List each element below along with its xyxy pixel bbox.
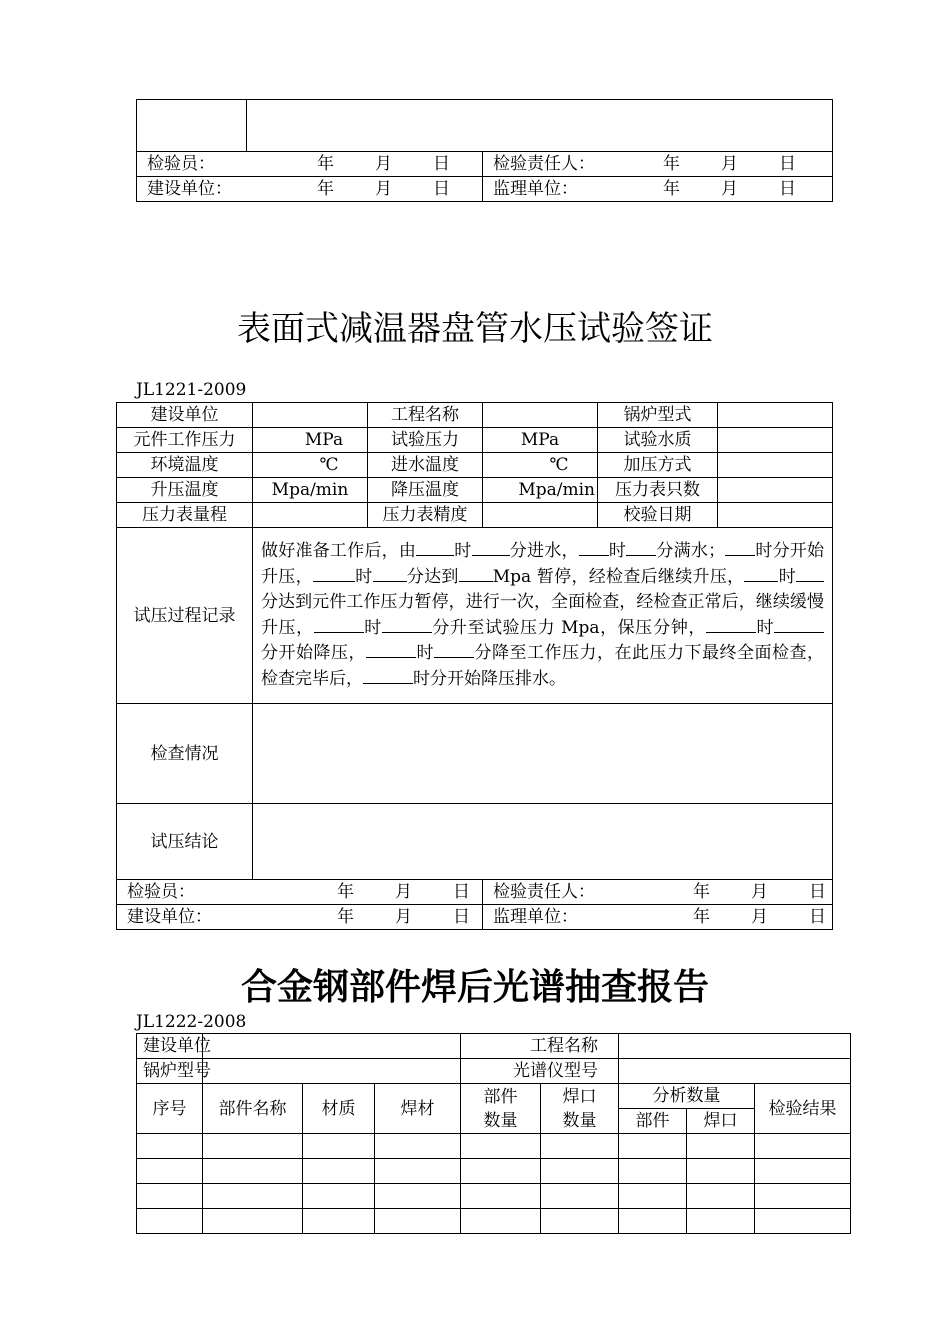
year-label: 年 (663, 179, 680, 199)
process-text: 时 (416, 643, 434, 663)
day-label: 日 (433, 154, 450, 174)
value-project (619, 1034, 851, 1059)
process-text: 时 (778, 566, 797, 587)
label-water-quality: 试验水质 (598, 428, 718, 453)
label-gauge-count: 压力表只数 (598, 478, 718, 503)
header-seq: 序号 (137, 1084, 203, 1134)
cell (755, 1159, 851, 1184)
cell (541, 1209, 619, 1234)
label-conclusion: 试压结论 (117, 804, 253, 880)
month-label: 月 (721, 179, 738, 199)
label-boiler-model: 锅炉型号 (137, 1059, 203, 1084)
month-label: 月 (751, 907, 768, 927)
cell (541, 1159, 619, 1184)
cell (203, 1159, 303, 1184)
cell (137, 1134, 203, 1159)
builder-label: 建设单位： (127, 907, 212, 927)
cell (461, 1134, 541, 1159)
header-part-count (461, 1084, 541, 1134)
year-label: 年 (693, 882, 710, 902)
value-calibration-date (718, 503, 833, 528)
blank-line (626, 539, 656, 556)
blank-line (796, 565, 824, 582)
process-text: 时 (454, 541, 472, 561)
label-spectrometer: 光谱仪型号 (461, 1059, 619, 1084)
value-gauge-range (253, 503, 368, 528)
label-drop-rate: 降压温度 (368, 478, 483, 503)
supervisor-label: 监理单位： (493, 179, 578, 199)
chief-cell (483, 152, 833, 177)
day-label: 日 (809, 907, 826, 927)
cell (619, 1134, 687, 1159)
header-weld-count-line2: 数量 (562, 1110, 597, 1131)
header-filler: 焊材 (375, 1084, 461, 1134)
doc1-chief-cell (483, 880, 833, 905)
month-label: 月 (395, 882, 412, 902)
process-text: 分满水； (656, 541, 726, 561)
value-rise-rate: Mpa/min (253, 478, 368, 503)
header-analysis: 分析数量 (619, 1084, 755, 1109)
year-label: 年 (337, 882, 354, 902)
header-part-name: 部件名称 (203, 1084, 303, 1134)
process-text: 分升至试验压力 Mpa，保压 (431, 617, 653, 638)
process-text: 时 (354, 566, 373, 587)
cell (687, 1159, 755, 1184)
cell (687, 1184, 755, 1209)
cell (687, 1134, 755, 1159)
blank-line (373, 565, 407, 582)
process-text: 时 (608, 541, 627, 561)
blank-line (725, 539, 755, 556)
conclusion-value (253, 804, 833, 880)
blank-line (579, 539, 609, 556)
cell (303, 1209, 375, 1234)
doc1-inspector-cell (117, 880, 483, 905)
cell (137, 1184, 203, 1209)
value-water-quality (718, 428, 833, 453)
top-signature-table (136, 99, 833, 202)
day-label: 日 (453, 882, 470, 902)
label-inlet-temp: 进水温度 (368, 453, 483, 478)
cell (619, 1209, 687, 1234)
header-material: 材质 (303, 1084, 375, 1134)
label-boiler-type: 锅炉型式 (598, 403, 718, 428)
month-label: 月 (375, 179, 392, 199)
year-label: 年 (317, 154, 334, 174)
process-text: 分钟， (652, 617, 706, 638)
value-gauge-accuracy (483, 503, 598, 528)
header-part-count-line2: 数量 (483, 1110, 518, 1131)
inspector-label: 检验员： (127, 882, 195, 902)
doc2-table (136, 1033, 851, 1234)
day-label: 日 (779, 179, 796, 199)
doc2-title: 合金钢部件焊后光谱抽查报告 (240, 967, 709, 1008)
builder-cell (137, 177, 483, 202)
label-builder: 建设单位 (137, 1034, 203, 1059)
value-builder (253, 403, 368, 428)
year-label: 年 (317, 179, 334, 199)
doc1-table (116, 402, 833, 930)
header-weld-count (541, 1084, 619, 1134)
blank-line (416, 539, 454, 556)
cell (375, 1184, 461, 1209)
cell (203, 1209, 303, 1234)
blank-line (706, 616, 756, 633)
cell (375, 1159, 461, 1184)
cell (375, 1209, 461, 1234)
blank-line (382, 616, 432, 633)
month-label: 月 (751, 882, 768, 902)
header-weld-count-line1: 焊口 (562, 1086, 597, 1107)
header-analysis-part: 部件 (619, 1109, 687, 1134)
value-ambient-temp: ℃ (253, 453, 368, 478)
label-inspection: 检查情况 (117, 704, 253, 804)
doc1-title: 表面式减温器盘管水压试验签证 (237, 309, 713, 349)
value-press-method (718, 453, 833, 478)
label-calibration-date: 校验日期 (598, 503, 718, 528)
process-text: 分达到元件工作压力暂停，进行一次，全面检查，经检查正常后，继续缓慢升压， (261, 592, 824, 638)
value-boiler-type (718, 403, 833, 428)
blank-line (434, 641, 474, 658)
blank-line (459, 565, 493, 582)
value-spectrometer (619, 1059, 851, 1084)
process-text: 时分开始降压排水。 (413, 668, 566, 689)
value-boiler-model (203, 1059, 461, 1084)
doc1-code: JL1221-2009 (136, 380, 247, 400)
empty-cell (247, 100, 833, 152)
table-row (137, 1134, 851, 1159)
blank-line (313, 565, 355, 582)
process-record-text (253, 528, 833, 704)
label-project: 工程名称 (461, 1034, 619, 1059)
doc2-code: JL1222-2008 (136, 1012, 247, 1032)
cell (461, 1184, 541, 1209)
cell (619, 1184, 687, 1209)
blank-line (774, 616, 824, 633)
value-test-pressure: MPa (483, 428, 598, 453)
label-project: 工程名称 (368, 403, 483, 428)
process-text: 分进水， (509, 541, 579, 561)
header-analysis-weld: 焊口 (687, 1109, 755, 1134)
cell (541, 1184, 619, 1209)
cell (203, 1184, 303, 1209)
year-label: 年 (693, 907, 710, 927)
value-gauge-count (718, 478, 833, 503)
process-text: 分降至工作压力，在此压力下最终全面检查，检查完毕后， (261, 643, 824, 689)
label-press-method: 加压方式 (598, 453, 718, 478)
cell (461, 1209, 541, 1234)
header-result: 检验结果 (755, 1084, 851, 1134)
year-label: 年 (337, 907, 354, 927)
month-label: 月 (721, 154, 738, 174)
day-label: 日 (809, 882, 826, 902)
blank-line (363, 667, 413, 684)
blank-line (314, 616, 364, 633)
cell (203, 1134, 303, 1159)
label-rise-rate: 升压温度 (117, 478, 253, 503)
supervisor-cell (483, 177, 833, 202)
table-row (137, 1184, 851, 1209)
cell (619, 1159, 687, 1184)
value-builder (203, 1034, 461, 1059)
process-text: 分达到 (406, 566, 459, 587)
process-text: 时 (755, 617, 775, 638)
process-text: Mpa 暂停，经检查后继续升压， (492, 566, 745, 587)
cell (303, 1184, 375, 1209)
day-label: 日 (453, 907, 470, 927)
cell (375, 1134, 461, 1159)
cell (137, 1159, 203, 1184)
cell (461, 1159, 541, 1184)
label-ambient-temp: 环境温度 (117, 453, 253, 478)
cell (137, 1209, 203, 1234)
inspector-cell (137, 152, 483, 177)
table-row (137, 1209, 851, 1234)
cell (303, 1134, 375, 1159)
process-text: 时分开始升压， (261, 541, 825, 587)
doc1-supervisor-cell (483, 905, 833, 930)
table-row (137, 1159, 851, 1184)
chief-label: 检验责任人： (493, 154, 595, 174)
day-label: 日 (433, 179, 450, 199)
header-part-count-line1: 部件 (483, 1086, 518, 1107)
label-gauge-accuracy: 压力表精度 (368, 503, 483, 528)
label-work-pressure: 元件工作压力 (117, 428, 253, 453)
inspector-label: 检验员： (147, 154, 215, 174)
label-process-record: 试压过程记录 (117, 528, 253, 704)
label-test-pressure: 试验压力 (368, 428, 483, 453)
builder-label: 建设单位： (147, 179, 232, 199)
value-inlet-temp: ℃ (483, 453, 598, 478)
blank-line (472, 539, 510, 556)
cell (303, 1159, 375, 1184)
label-builder: 建设单位 (117, 403, 253, 428)
label-gauge-range: 压力表量程 (117, 503, 253, 528)
cell (755, 1209, 851, 1234)
inspection-value (253, 704, 833, 804)
cell (541, 1134, 619, 1159)
process-text: 分开始降压， (261, 643, 366, 663)
year-label: 年 (663, 154, 680, 174)
blank-line (744, 565, 778, 582)
value-project (483, 403, 598, 428)
doc1-builder-cell (117, 905, 483, 930)
empty-cell (137, 100, 247, 152)
cell (755, 1134, 851, 1159)
month-label: 月 (375, 154, 392, 174)
month-label: 月 (395, 907, 412, 927)
supervisor-label: 监理单位： (493, 907, 578, 927)
value-work-pressure: MPa (253, 428, 368, 453)
cell (755, 1184, 851, 1209)
day-label: 日 (779, 154, 796, 174)
process-text: 时 (363, 617, 382, 638)
value-drop-rate: Mpa/min (483, 478, 598, 503)
blank-line (366, 641, 416, 658)
chief-label: 检验责任人： (493, 882, 595, 902)
process-text: 做好准备工作后，由 (261, 541, 417, 561)
cell (687, 1209, 755, 1234)
